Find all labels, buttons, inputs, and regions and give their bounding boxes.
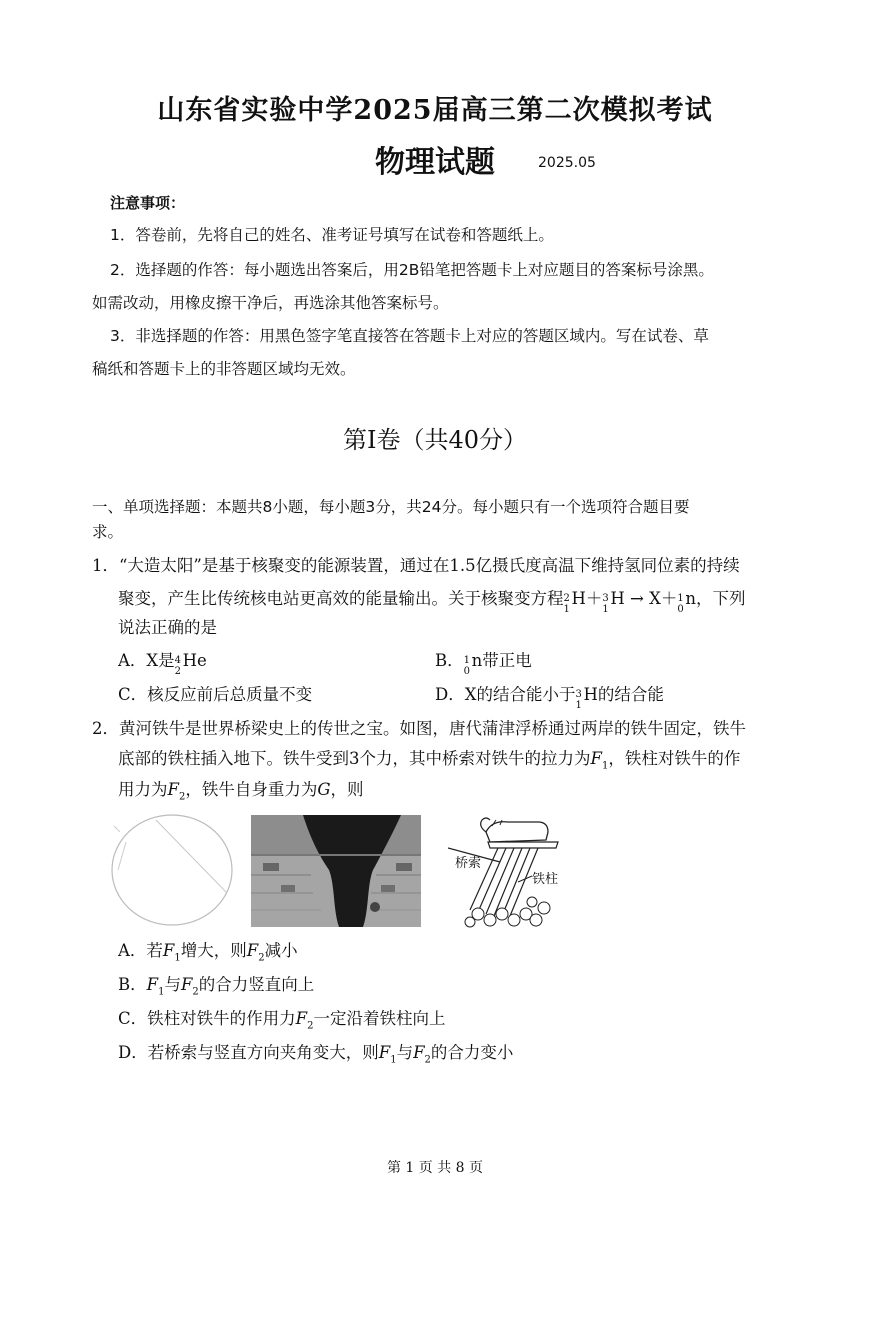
note-2: 2．选择题的作答：每小题选出答案后，用2B铅笔把答题卡上对应题目的答案标号涂黑。 — [110, 261, 714, 279]
exam-date: 2025.05 — [538, 155, 596, 171]
exam-subtitle: 物理试题 — [375, 145, 495, 180]
note-3-cont: 稿纸和答题卡上的非答题区域均无效。 — [92, 360, 356, 378]
note-2-cont: 如需改动，用橡皮擦干净后，再选涂其他答案标号。 — [92, 294, 449, 312]
figure-label-pillar: 铁柱 — [532, 872, 559, 887]
q1-line3: 说法正确的是 — [118, 618, 217, 637]
q1-line1: 1．“大造太阳”是基于核聚变的能源装置，通过在1.5亿摄氏度高温下维持氢同位素的持续 — [92, 556, 740, 575]
q2-option-c: C．铁柱对铁牛的作用力$F_2$一定沿着铁柱向上 — [118, 1009, 446, 1032]
section-title: 第Ⅰ卷（共40分） — [342, 426, 528, 454]
figure-bridge-photo — [251, 815, 421, 927]
note-1: 1．答卷前，先将自己的姓名、准考证号填写在试卷和答题纸上。 — [110, 226, 554, 244]
section-instructions-cont: 求。 — [92, 523, 124, 541]
q1-line2: 聚变，产生比传统核电站更高效的能量输出。关于核聚变方程 2 1 H＋ 3 1 H → X＋ 1 0 n，下列 — [118, 589, 746, 615]
q1-option-c: C．核反应前后总质量不变 — [118, 685, 313, 704]
section-instructions: 一、单项选择题：本题共8小题，每小题3分，共24分。每小题只有一个选项符合题目要 — [92, 498, 690, 516]
q1-option-d: D．X的结合能小于 3 1 H的结合能 — [435, 685, 664, 711]
figure-circle-sketch — [108, 812, 236, 930]
q2-line2: 底部的铁柱插入地下。铁牛受到3个力，其中桥索对铁牛的拉力为$F_1$，铁柱对铁牛的作 — [118, 749, 741, 772]
exam-title: 山东省实验中学2025届高三第二次模拟考试 — [157, 95, 713, 126]
q1-option-a: A．X是 4 2 He — [118, 651, 207, 677]
notes-heading: 注意事项： — [110, 194, 186, 212]
q2-line1: 2．黄河铁牛是世界桥梁史上的传世之宝。如图，唐代蒲津浮桥通过两岸的铁牛固定，铁牛 — [92, 719, 746, 738]
q2-option-b: B．$F_1$与$F_2$的合力竖直向上 — [118, 975, 315, 998]
note-3: 3．非选择题的作答：用黑色签字笔直接答在答题卡上对应的答题区域内。写在试卷、草 — [110, 327, 709, 345]
figure-label-cable: 桥索 — [455, 856, 482, 871]
q2-line3: 用力为$F_2$，铁牛自身重力为G，则 — [118, 780, 364, 803]
q2-option-d: D．若桥索与竖直方向夹角变大，则$F_1$与$F_2$的合力变小 — [118, 1043, 514, 1066]
q1-option-b: B． 1 0 n带正电 — [435, 651, 532, 677]
q2-option-a: A．若$F_1$增大，则$F_2$减小 — [118, 941, 298, 964]
page-number: 第 1 页 共 8 页 — [386, 1160, 484, 1176]
